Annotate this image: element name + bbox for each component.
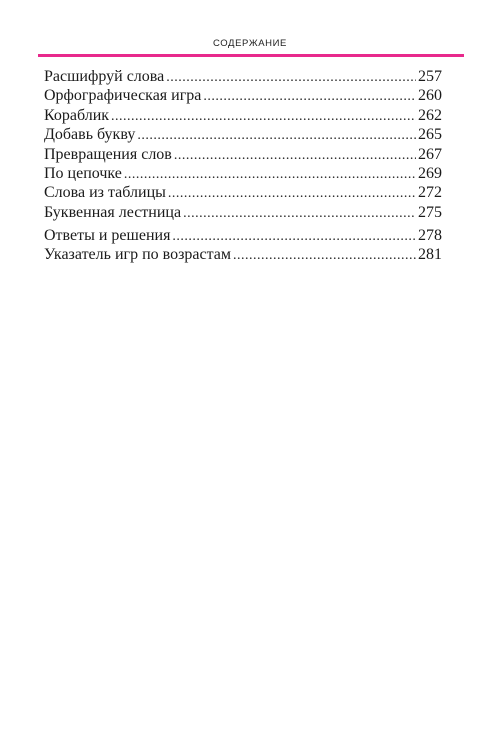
toc-entry-page: 278 — [418, 227, 442, 244]
toc-entry-page: 272 — [418, 184, 442, 202]
toc-entry-title: Кораблик — [44, 106, 110, 124]
toc-entry-title: Превращения слов — [44, 145, 172, 163]
toc-entry-page: 260 — [418, 87, 442, 105]
dot-leader — [137, 126, 416, 145]
dot-leader — [174, 146, 416, 165]
toc-entry[interactable] — [44, 245, 442, 264]
toc-entry[interactable] — [44, 145, 442, 164]
toc-entry-title: Добавь букву — [44, 126, 136, 144]
toc-entry-page: 262 — [418, 106, 442, 124]
toc-entry-title: Расшифруй слова — [44, 68, 165, 85]
toc-entry[interactable] — [44, 164, 442, 183]
dot-leader — [124, 165, 416, 184]
dot-leader — [166, 68, 416, 87]
toc-entry[interactable] — [44, 67, 442, 86]
running-header: СОДЕРЖАНИЕ — [213, 38, 287, 49]
toc-entry-page: 267 — [418, 145, 442, 163]
dot-leader — [168, 184, 416, 203]
toc-entry-page: 269 — [418, 164, 442, 182]
toc-entry-title: Указатель игр по возрастам — [44, 246, 232, 264]
toc-entry-page: 281 — [418, 246, 442, 264]
toc-entry[interactable] — [44, 226, 442, 245]
dot-leader — [172, 227, 416, 246]
toc-entry-title: Буквенная лестница — [44, 203, 182, 221]
dot-leader — [203, 87, 416, 106]
toc-entry-title: Слова из таблицы — [44, 184, 166, 202]
dot-leader — [183, 204, 416, 223]
toc-entry-title: Орфографическая игра — [44, 87, 202, 105]
toc-entry-title: Ответы и решения — [44, 227, 171, 244]
dot-leader — [233, 246, 416, 265]
toc-list-games — [44, 67, 442, 222]
toc-entry-title: По цепочке — [44, 164, 122, 182]
toc-list-appendix — [44, 226, 442, 265]
toc-entry[interactable] — [44, 86, 442, 105]
toc-entry-page: 257 — [418, 68, 442, 85]
header-rule — [38, 54, 464, 57]
toc-entry[interactable] — [44, 106, 442, 125]
toc-entry[interactable] — [44, 203, 442, 222]
toc-entry[interactable] — [44, 125, 442, 144]
toc-entry-page: 275 — [418, 203, 442, 221]
toc-entry[interactable] — [44, 183, 442, 202]
toc-entry-page: 265 — [418, 126, 442, 144]
dot-leader — [111, 107, 416, 126]
